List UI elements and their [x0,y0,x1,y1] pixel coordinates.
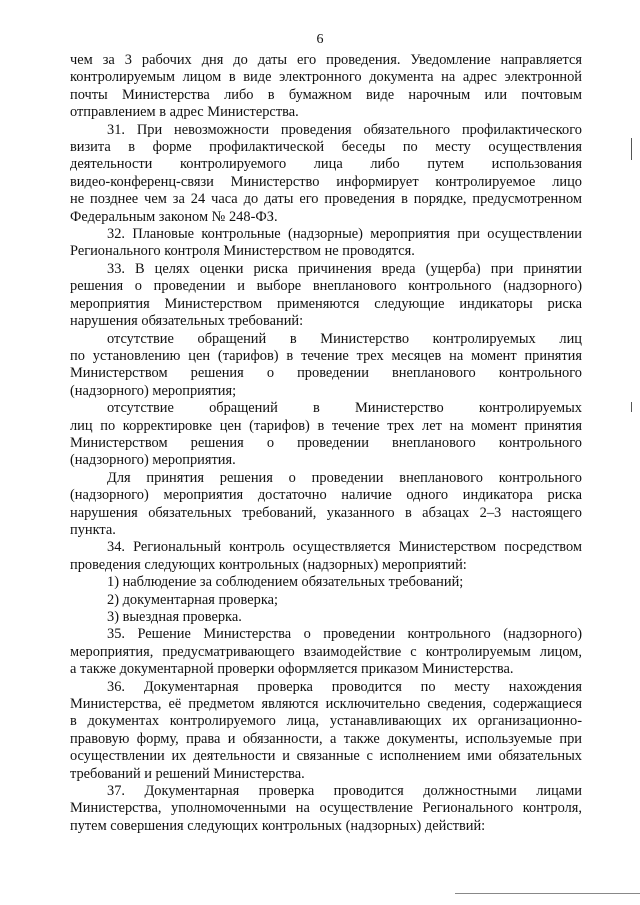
text-line: а также документарной проверки оформляется приказом Министерства. [70,661,514,678]
text-line: Министерства, уполномоченными на осуществление Регионального контроля, [70,800,582,817]
text-line: (надзорного) мероприятия; [70,382,237,399]
text-line: 34. Региональный контроль осуществляется Министерством посредством [107,539,582,556]
text-line: пункта. [70,521,116,538]
scan-edge-line [455,893,640,894]
text-line: путем совершения следующих контрольных (надзорных) действий: [70,817,486,834]
document-body [70,52,582,835]
text-line: отправлением в адрес Министерства. [70,104,299,121]
text-line: требований и решений Министерства. [70,765,305,782]
text-line: контролируемым лицом в виде электронного документа на адрес электронной [70,69,582,86]
text-line: деятельности контролируемого лица либо путем использования [70,156,582,173]
text-line: отсутствие обращений в Министерство контролируемых лиц [107,330,582,347]
text-line: 36. Документарная проверка проводится по месту нахождения [107,678,582,695]
text-line: Для принятия решения о проведении внепланового контрольного [107,469,582,486]
text-line: 33. В целях оценки риска причинения вреда (ущерба) при принятии [107,260,582,277]
text-line: Министерством решения о проведении внепланового контрольного [70,434,582,451]
text-line: 32. Плановые контрольные (надзорные) мероприятия при осуществлении [107,226,582,243]
text-line: Министерства, её предметом являются исключительно сведения, содержащиеся [70,696,582,713]
text-line: решения о проведении и выборе внепланового контрольного (надзорного) [70,278,582,295]
text-line: 37. Документарная проверка проводится должностными лицами [107,783,582,800]
text-line: 3) выездная проверка. [107,609,242,625]
text-line: осуществлении их деятельности и связанные с исполнением ими обязательных [70,748,582,765]
text-line: мероприятия Министерством применяются следующие индикаторы риска [70,295,582,312]
text-line: лиц по корректировке цен (тарифов) в течение трех лет на момент принятия [70,417,582,434]
text-line: видео-конференц-связи Министерство информирует контролируемое лицо [70,173,582,190]
text-line: чем за 3 рабочих дня до даты его проведения. Уведомление направляется [70,52,582,68]
text-line: 35. Решение Министерства о проведении контрольного (надзорного) [107,626,582,643]
text-line: Министерством решения о проведении внепланового контрольного [70,365,582,382]
text-line: визита в форме профилактической беседы по месту осуществления [70,139,582,156]
text-line: Федеральным законом № 248-ФЗ. [70,208,278,225]
text-line: проведения следующих контрольных (надзорных) мероприятий: [70,556,467,573]
text-line: отсутствие обращений в Министерство контролируемых [107,400,582,417]
text-line: правовую форму, права и обязанности, а также документы, используемые при [70,730,582,747]
text-line: 2) документарная проверка; [107,591,278,608]
text-line: 31. При невозможности проведения обязательного профилактического [107,121,582,138]
text-line: по установлению цен (тарифов) в течение трех месяцев на момент принятия [70,347,582,364]
text-line: почты Министерства либо в бумажном виде нарочным или почтовым [70,86,582,103]
page-number: 6 [316,32,324,47]
text-line: 1) наблюдение за соблюдением обязательных требований; [107,574,464,591]
text-line: не позднее чем за 24 часа до даты его проведения в порядке, предусмотренном [70,191,582,208]
text-line: Регионального контроля Министерством не проводятся. [70,243,415,260]
text-line: (надзорного) мероприятия достаточно наличие одного индикатора риска [70,487,582,504]
text-line: мероприятия, предусматривающего взаимодействие с контролируемым лицом, [70,643,582,660]
text-line: нарушения обязательных требований: [70,313,304,330]
scan-mark [631,138,632,160]
text-line: в документах контролируемого лица, устанавливающих их организационно- [70,713,582,730]
text-line: (надзорного) мероприятия. [70,452,236,469]
text-line: нарушения обязательных требований, указанного в абзацах 2–3 настоящего [70,504,582,521]
scan-mark [631,402,632,412]
